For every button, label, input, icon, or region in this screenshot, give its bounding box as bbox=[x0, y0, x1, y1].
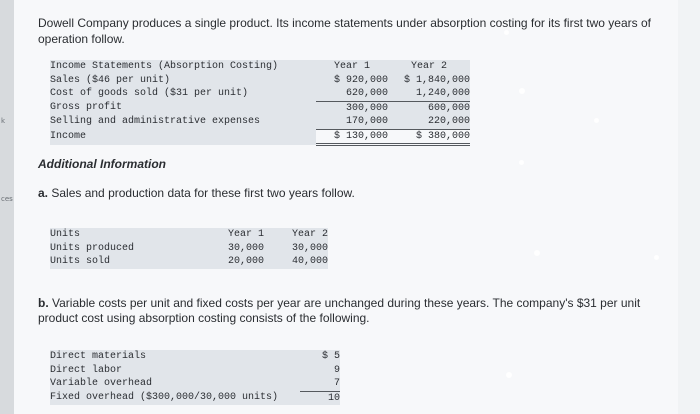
row-value-y1: 300,000 bbox=[345, 102, 388, 114]
units-header bbox=[50, 228, 328, 242]
additional-info-heading: Additional Information bbox=[38, 157, 166, 171]
row-label: Direct materials bbox=[50, 351, 147, 362]
row-value: 7 bbox=[300, 377, 340, 391]
paragraph-a-letter: a. bbox=[38, 186, 49, 200]
row-label: Variable overhead bbox=[50, 378, 153, 390]
income-statement-title: Income Statements (Absorption Costing) bbox=[50, 61, 279, 72]
row-value-y1: 170,000 bbox=[316, 115, 388, 129]
table-row bbox=[50, 255, 328, 269]
row-label: Units sold bbox=[50, 256, 111, 267]
paragraph-b-text: Variable costs per unit and fixed costs per year are unchanged during these years. The company's $31 per unit product cost using absorption costing consists of the following. bbox=[38, 296, 641, 325]
row-label: Income bbox=[50, 129, 316, 145]
row-label: Sales ($46 per unit) bbox=[50, 74, 171, 86]
row-value-y1: 20,000 bbox=[227, 256, 264, 267]
decorative-dot bbox=[594, 118, 599, 123]
unit-cost-table bbox=[50, 350, 340, 405]
paragraph-b-letter: b. bbox=[38, 296, 49, 310]
left-sidebar-strip bbox=[0, 0, 15, 414]
row-value-y2: 1,240,000 bbox=[388, 87, 470, 101]
units-col-year-2: Year 2 bbox=[291, 229, 328, 240]
table-row bbox=[50, 74, 470, 88]
row-value-y2: 600,000 bbox=[427, 102, 470, 114]
table-row bbox=[50, 377, 340, 391]
income-statement-header bbox=[50, 60, 470, 74]
right-margin-strip bbox=[678, 0, 700, 414]
decorative-dot bbox=[654, 255, 659, 260]
row-label: Direct labor bbox=[50, 364, 123, 376]
col-year-1: Year 1 bbox=[333, 61, 370, 72]
col-year-2: Year 2 bbox=[410, 61, 447, 72]
row-value-y2: 220,000 bbox=[388, 115, 470, 129]
decorative-dot bbox=[504, 30, 509, 35]
problem-page bbox=[14, 0, 678, 414]
decorative-dot bbox=[519, 160, 524, 165]
units-table bbox=[50, 228, 328, 269]
row-label: Fixed overhead ($300,000/30,000 units) bbox=[50, 392, 279, 404]
table-row bbox=[50, 391, 340, 405]
row-value-y1: $ 920,000 bbox=[333, 74, 388, 86]
table-row bbox=[50, 87, 470, 101]
units-col-year-1: Year 1 bbox=[227, 229, 264, 240]
row-value-y2: 30,000 bbox=[291, 242, 328, 254]
table-row bbox=[50, 242, 328, 256]
table-row bbox=[50, 115, 470, 129]
decorative-dot bbox=[534, 250, 540, 256]
table-row bbox=[50, 350, 340, 364]
income-statement-table bbox=[50, 60, 470, 146]
row-value-y2: $ 380,000 bbox=[388, 129, 470, 145]
intro-text: Dowell Company produces a single product. Its income statements under absorption costing for its first two years of operation follow. bbox=[38, 16, 651, 46]
decorative-dot bbox=[519, 88, 525, 94]
paragraph-a-text: Sales and production data for these first two years follow. bbox=[51, 186, 355, 200]
table-row bbox=[50, 129, 470, 145]
paragraph-b bbox=[38, 296, 648, 326]
paragraph-a bbox=[38, 186, 355, 200]
row-value: 9 bbox=[333, 364, 340, 376]
row-value-y1: 620,000 bbox=[316, 87, 388, 101]
side-mark-bottom: ces bbox=[1, 195, 13, 203]
side-mark-top: k bbox=[1, 117, 6, 125]
table-row bbox=[50, 101, 470, 115]
row-value: 10 bbox=[327, 392, 340, 404]
row-value: $ 5 bbox=[321, 351, 340, 362]
row-value-y1: 30,000 bbox=[227, 242, 264, 254]
row-label: Gross profit bbox=[50, 102, 123, 114]
table-row bbox=[50, 364, 340, 378]
row-value-y1: $ 130,000 bbox=[316, 129, 388, 145]
row-label: Units produced bbox=[50, 242, 135, 254]
row-value-y2: 40,000 bbox=[291, 256, 328, 267]
row-label: Cost of goods sold ($31 per unit) bbox=[50, 88, 249, 100]
decorative-dot bbox=[506, 372, 512, 378]
row-value-y2: $ 1,840,000 bbox=[403, 74, 470, 86]
row-label: Selling and administrative expenses bbox=[50, 116, 261, 128]
units-title: Units bbox=[50, 229, 81, 240]
